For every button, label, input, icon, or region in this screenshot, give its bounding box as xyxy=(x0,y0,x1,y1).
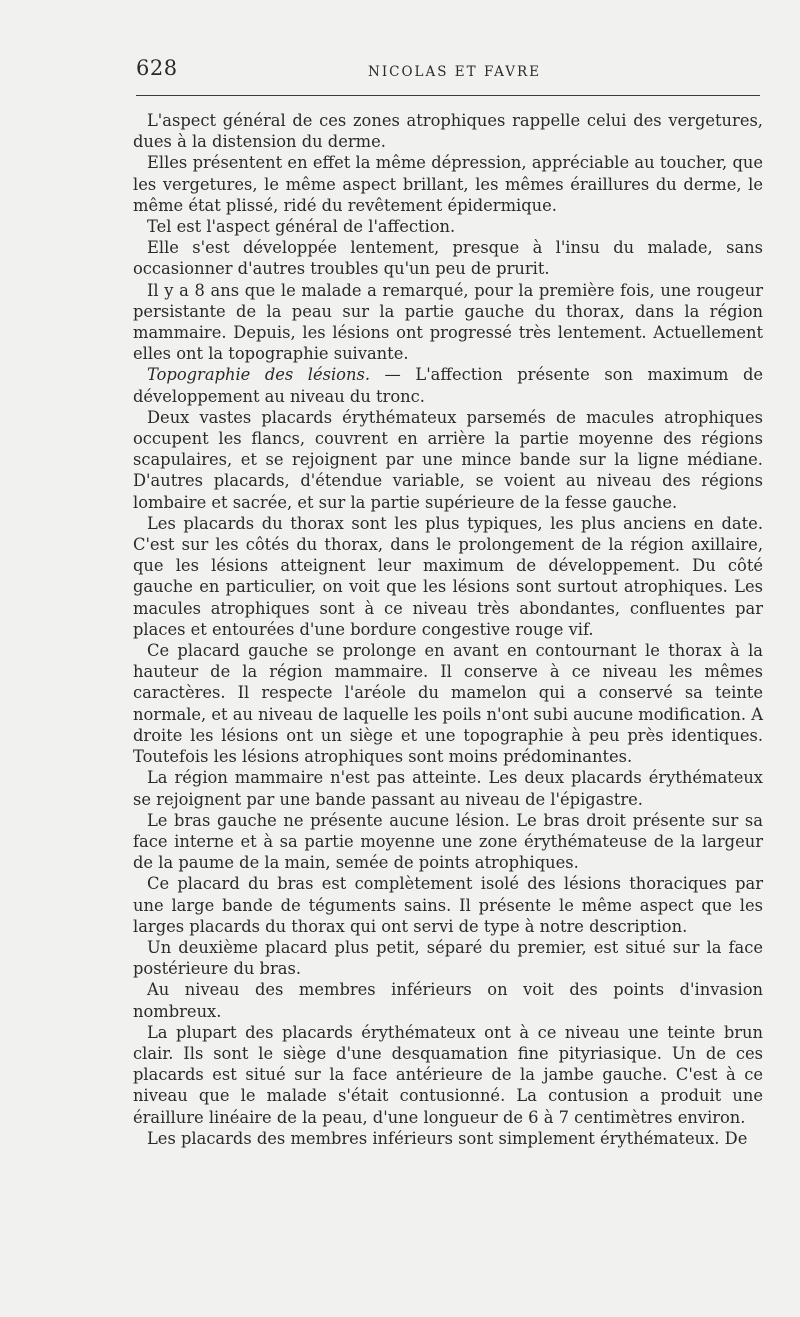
paragraph: Le bras gauche ne présente aucune lésion. Le bras droit présente sur sa face interne et à sa partie moyenne une zone érythémateuse de la largeur de la paume de la main, semée de points atrophiques. xyxy=(133,810,763,873)
paragraph: Tel est l'aspect général de l'affection. xyxy=(147,217,456,237)
paragraph: La région mammaire n'est pas atteinte. Les deux placards érythémateux se rejoignent par une bande passant au niveau de l'épigastre. xyxy=(133,768,763,809)
paragraph: Il y a 8 ans que le malade a remarqué, pour la première fois, une rougeur persistante de la peau sur la partie gauche du thorax, dans la région mammaire. Depuis, les lésions ont progressé très lentement. Actuellement elles ont la topographie suivante. xyxy=(133,280,763,364)
header-rule xyxy=(136,95,760,96)
paragraph: Ce placard gauche se prolonge en avant en contournant le thorax à la hauteur de la région mammaire. Il conserve à ce niveau les mêmes caractères. Il respecte l'aréole du mamelon qui a conservé sa teinte normale, et au niveau de laquelle les poils n'ont subi aucune modification. A droite les lésions ont un siège et une topographie à peu près identiques. Toutefois les lésions atrophiques sont moins prédominantes. xyxy=(133,641,763,767)
paragraph: Topographie des lésions. — L'affection présente son maximum de développement au niveau du tronc. xyxy=(133,365,763,406)
paragraph: Un deuxième placard plus petit, séparé du premier, est situé sur la face postérieure du bras. xyxy=(133,937,763,979)
paragraph: Les placards du thorax sont les plus typiques, les plus anciens en date. C'est sur les côtés du thorax, dans le prolongement de la région axillaire, que les lésions atteignent leur maximum de développement. Du côté gauche en particulier, on voit que les lésions sont surtout atrophiques. Les macules atrophiques sont à ce niveau très abondantes, confluentes par places et entourées d'une bordure congestive rouge vif. xyxy=(133,513,763,639)
page-number: 628 xyxy=(136,56,178,80)
section-lead: Topographie des lésions. xyxy=(147,365,371,385)
paragraph: Elles présentent en effet la même dépression, appréciable au toucher, que les vergetures, le même aspect brillant, les mêmes éraillures du derme, le même état plissé, ridé du revêtement épidermique. xyxy=(133,153,763,215)
paragraph: L'aspect général de ces zones atrophiques rappelle celui des vergetures, dues à la distension du derme. xyxy=(133,111,763,152)
paragraph: Les placards des membres inférieurs sont simplement érythémateux. De xyxy=(147,1128,748,1148)
paragraph: Au niveau des membres inférieurs on voit des points d'invasion nombreux. xyxy=(133,980,763,1021)
body-text xyxy=(133,110,763,1149)
paragraph: La plupart des placards érythémateux ont à ce niveau une teinte brun clair. Ils sont le siège d'une desquamation fine pityriasique. Un de ces placards est situé sur la face antérieure de la jambe gauche. C'est à ce niveau que le malade s'était contusionné. La contusion a produit une éraillure linéaire de la peau, d'une longueur de 6 à 7 centimètres environ. xyxy=(133,1022,763,1127)
paragraph: Ce placard du bras est complètement isolé des lésions thoraciques par une large bande de téguments sains. Il présente le même aspect que les larges placards du thorax qui ont servi de type à notre description. xyxy=(133,874,763,936)
paragraph: Deux vastes placards érythémateux parsemés de macules atrophiques occupent les flancs, couvrent en arrière la partie moyenne des régions scapulaires, et se rejoignent par une mince bande sur la ligne médiane. D'autres placards, d'étendue variable, se voient au niveau des régions lombaire et sacrée, et sur la partie supérieure de la fesse gauche. xyxy=(133,407,763,512)
paragraph: Elle s'est développée lentement, presque à l'insu du malade, sans occasionner d'autres troubles qu'un peu de prurit. xyxy=(133,238,763,279)
page-header xyxy=(136,56,760,88)
running-head: NICOLAS ET FAVRE xyxy=(368,64,541,80)
